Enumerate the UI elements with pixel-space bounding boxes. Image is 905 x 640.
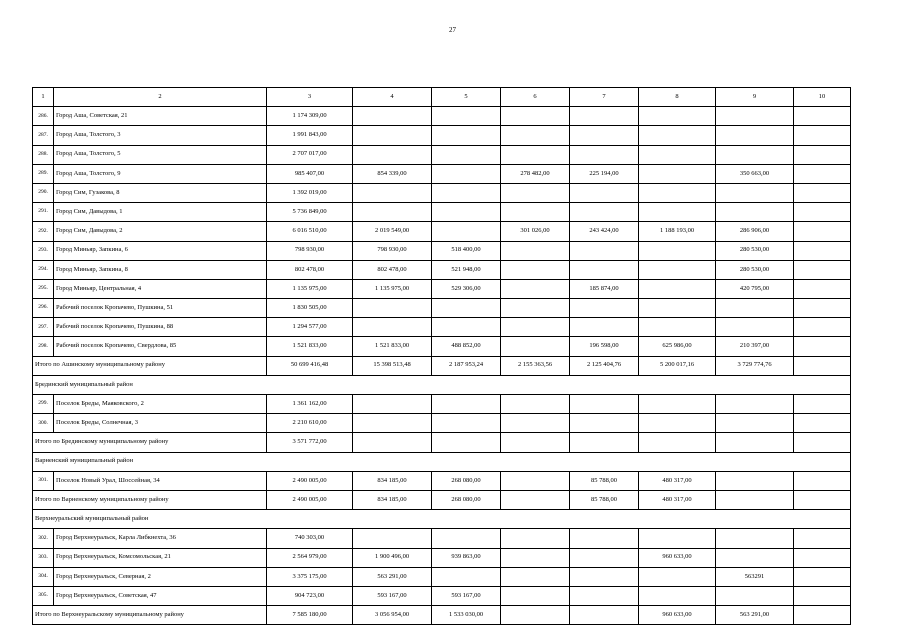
value-cell — [353, 145, 432, 164]
value-cell — [501, 433, 570, 452]
value-cell: 563 291,00 — [353, 567, 432, 586]
section-title: Брединский муниципальный район — [33, 375, 851, 394]
value-cell — [432, 164, 501, 183]
value-cell — [501, 318, 570, 337]
value-cell: 480 317,00 — [639, 471, 716, 490]
value-cell: 2 210 610,00 — [267, 414, 353, 433]
value-cell — [794, 433, 851, 452]
address-cell: Город Верхнеуральск, Карла Либкнехта, 36 — [54, 529, 267, 548]
value-cell: 1 830 505,00 — [267, 299, 353, 318]
table-row — [33, 299, 851, 318]
total-label: Итого по Брединскому муниципальному району — [33, 433, 267, 452]
value-cell — [716, 299, 794, 318]
value-cell — [639, 318, 716, 337]
table-row — [33, 183, 851, 202]
value-cell — [794, 222, 851, 241]
column-header: 2 — [54, 88, 267, 107]
value-cell — [639, 164, 716, 183]
value-cell — [570, 606, 639, 625]
row-number: 290. — [33, 183, 54, 202]
value-cell — [570, 414, 639, 433]
value-cell — [501, 145, 570, 164]
column-header: 10 — [794, 88, 851, 107]
table-row — [33, 586, 851, 605]
row-number: 300. — [33, 414, 54, 433]
value-cell: 939 863,00 — [432, 548, 501, 567]
value-cell: 2 187 953,24 — [432, 356, 501, 375]
value-cell — [501, 567, 570, 586]
value-cell — [716, 433, 794, 452]
value-cell — [432, 203, 501, 222]
value-cell — [432, 126, 501, 145]
value-cell: 6 016 510,00 — [267, 222, 353, 241]
row-number: 296. — [33, 299, 54, 318]
address-cell: Город Сим, Давыдова, 2 — [54, 222, 267, 241]
value-cell: 350 663,00 — [716, 164, 794, 183]
page-number: 27 — [449, 26, 456, 34]
address-cell: Город Миньяр, Центральная, 4 — [54, 279, 267, 298]
value-cell — [353, 183, 432, 202]
row-number: 305. — [33, 586, 54, 605]
value-cell — [353, 433, 432, 452]
value-cell — [353, 299, 432, 318]
value-cell — [639, 126, 716, 145]
value-cell: 268 080,00 — [432, 490, 501, 509]
value-cell — [716, 395, 794, 414]
value-cell — [716, 548, 794, 567]
value-cell: 802 478,00 — [267, 260, 353, 279]
value-cell: 5 200 017,16 — [639, 356, 716, 375]
value-cell — [639, 299, 716, 318]
value-cell — [501, 490, 570, 509]
value-cell — [639, 395, 716, 414]
value-cell: 1 521 833,00 — [267, 337, 353, 356]
value-cell: 798 930,00 — [353, 241, 432, 260]
value-cell — [501, 548, 570, 567]
table-row — [33, 548, 851, 567]
total-label: Итого по Верхнеуральскому муниципальному району — [33, 606, 267, 625]
value-cell — [794, 548, 851, 567]
value-cell — [794, 356, 851, 375]
value-cell — [639, 279, 716, 298]
value-cell — [353, 318, 432, 337]
address-cell: Город Аша, Толстого, 9 — [54, 164, 267, 183]
table-row — [33, 107, 851, 126]
value-cell: 1 135 975,00 — [353, 279, 432, 298]
value-cell: 488 852,00 — [432, 337, 501, 356]
column-header: 1 — [33, 88, 54, 107]
row-number: 304. — [33, 567, 54, 586]
value-cell — [639, 145, 716, 164]
address-cell: Рабочий поселок Кропачево, Пушкина, 88 — [54, 318, 267, 337]
value-cell: 301 026,00 — [501, 222, 570, 241]
value-cell — [570, 203, 639, 222]
row-number: 298. — [33, 337, 54, 356]
address-cell: Город Верхнеуральск, Советская, 47 — [54, 586, 267, 605]
table-row — [33, 395, 851, 414]
value-cell: 593 167,00 — [353, 586, 432, 605]
value-cell: 1 533 030,00 — [432, 606, 501, 625]
value-cell: 518 400,00 — [432, 241, 501, 260]
value-cell — [794, 567, 851, 586]
value-cell: 286 906,00 — [716, 222, 794, 241]
section-title: Верхнеуральский муниципальный район — [33, 510, 851, 529]
value-cell: 85 788,00 — [570, 471, 639, 490]
total-row — [33, 490, 851, 509]
value-cell: 1 188 193,00 — [639, 222, 716, 241]
address-cell: Город Миньяр, Запкина, 8 — [54, 260, 267, 279]
value-cell — [794, 414, 851, 433]
value-cell — [716, 490, 794, 509]
value-cell: 960 633,00 — [639, 606, 716, 625]
column-header: 3 — [267, 88, 353, 107]
row-number: 303. — [33, 548, 54, 567]
value-cell: 904 723,00 — [267, 586, 353, 605]
value-cell — [716, 414, 794, 433]
value-cell — [570, 567, 639, 586]
value-cell: 3 729 774,76 — [716, 356, 794, 375]
value-cell — [794, 471, 851, 490]
table-row — [33, 241, 851, 260]
value-cell — [501, 337, 570, 356]
value-cell — [353, 126, 432, 145]
row-number: 301. — [33, 471, 54, 490]
table-row — [33, 279, 851, 298]
row-number: 299. — [33, 395, 54, 414]
row-number: 302. — [33, 529, 54, 548]
value-cell: 7 585 180,00 — [267, 606, 353, 625]
total-label: Итого по Ашинскому муниципальному району — [33, 356, 267, 375]
value-cell: 2 125 404,76 — [570, 356, 639, 375]
value-cell: 1 294 577,00 — [267, 318, 353, 337]
column-header: 8 — [639, 88, 716, 107]
value-cell — [716, 586, 794, 605]
value-cell — [794, 126, 851, 145]
value-cell — [570, 529, 639, 548]
value-cell — [794, 490, 851, 509]
address-cell: Город Верхнеуральск, Комсомольская, 21 — [54, 548, 267, 567]
value-cell — [501, 299, 570, 318]
value-cell: 225 194,00 — [570, 164, 639, 183]
value-cell — [716, 126, 794, 145]
value-cell: 2 019 549,00 — [353, 222, 432, 241]
value-cell — [639, 260, 716, 279]
value-cell: 2 564 979,00 — [267, 548, 353, 567]
row-number: 286. — [33, 107, 54, 126]
column-header: 4 — [353, 88, 432, 107]
table-row — [33, 222, 851, 241]
address-cell: Город Аша, Советская, 21 — [54, 107, 267, 126]
value-cell — [501, 183, 570, 202]
value-cell — [716, 529, 794, 548]
value-cell: 280 530,00 — [716, 241, 794, 260]
value-cell: 2 707 017,00 — [267, 145, 353, 164]
value-cell — [432, 414, 501, 433]
address-cell: Город Сим, Гузакова, 8 — [54, 183, 267, 202]
row-number: 292. — [33, 222, 54, 241]
value-cell: 1 135 975,00 — [267, 279, 353, 298]
value-cell: 268 080,00 — [432, 471, 501, 490]
value-cell: 3 571 772,00 — [267, 433, 353, 452]
value-cell — [794, 183, 851, 202]
value-cell: 1 361 162,00 — [267, 395, 353, 414]
value-cell: 834 185,00 — [353, 490, 432, 509]
value-cell — [432, 529, 501, 548]
value-cell — [639, 241, 716, 260]
value-cell — [716, 471, 794, 490]
value-cell — [570, 299, 639, 318]
value-cell — [432, 567, 501, 586]
value-cell — [501, 126, 570, 145]
address-cell: Поселок Бреды, Маяковского, 2 — [54, 395, 267, 414]
value-cell: 1 174 309,00 — [267, 107, 353, 126]
row-number: 289. — [33, 164, 54, 183]
row-number: 293. — [33, 241, 54, 260]
value-cell: 1 521 833,00 — [353, 337, 432, 356]
table-row — [33, 529, 851, 548]
value-cell — [716, 107, 794, 126]
value-cell — [432, 183, 501, 202]
value-cell — [794, 586, 851, 605]
value-cell — [432, 433, 501, 452]
total-label: Итого по Варненскому муниципальному району — [33, 490, 267, 509]
value-cell — [639, 203, 716, 222]
value-cell: 1 392 019,00 — [267, 183, 353, 202]
value-cell: 854 339,00 — [353, 164, 432, 183]
value-cell — [570, 107, 639, 126]
value-cell — [716, 318, 794, 337]
table-row — [33, 471, 851, 490]
value-cell — [570, 395, 639, 414]
value-cell: 280 530,00 — [716, 260, 794, 279]
value-cell — [716, 145, 794, 164]
value-cell: 15 398 513,48 — [353, 356, 432, 375]
value-cell — [353, 203, 432, 222]
value-cell: 85 788,00 — [570, 490, 639, 509]
value-cell — [716, 203, 794, 222]
column-header: 9 — [716, 88, 794, 107]
value-cell: 3 375 175,00 — [267, 567, 353, 586]
value-cell: 243 424,00 — [570, 222, 639, 241]
value-cell — [570, 126, 639, 145]
value-cell: 5 736 849,00 — [267, 203, 353, 222]
value-cell — [570, 260, 639, 279]
column-header: 5 — [432, 88, 501, 107]
value-cell: 2 490 005,00 — [267, 471, 353, 490]
table-row — [33, 414, 851, 433]
table-row — [33, 260, 851, 279]
value-cell — [639, 107, 716, 126]
address-cell: Поселок Бреды, Солнечная, 3 — [54, 414, 267, 433]
value-cell — [501, 529, 570, 548]
value-cell — [794, 164, 851, 183]
value-cell: 798 930,00 — [267, 241, 353, 260]
value-cell — [353, 395, 432, 414]
value-cell — [639, 586, 716, 605]
column-header: 7 — [570, 88, 639, 107]
value-cell: 834 185,00 — [353, 471, 432, 490]
value-cell: 210 397,00 — [716, 337, 794, 356]
row-number: 287. — [33, 126, 54, 145]
value-cell: 196 598,00 — [570, 337, 639, 356]
header-row — [33, 88, 851, 107]
table-row — [33, 337, 851, 356]
value-cell — [794, 203, 851, 222]
value-cell: 740 303,00 — [267, 529, 353, 548]
value-cell — [794, 241, 851, 260]
value-cell — [570, 318, 639, 337]
value-cell: 1 900 496,00 — [353, 548, 432, 567]
value-cell — [570, 586, 639, 605]
table-row — [33, 318, 851, 337]
value-cell: 563291 — [716, 567, 794, 586]
value-cell — [501, 260, 570, 279]
value-cell — [794, 395, 851, 414]
value-cell — [794, 260, 851, 279]
value-cell — [639, 529, 716, 548]
value-cell: 593 167,00 — [432, 586, 501, 605]
value-cell — [794, 318, 851, 337]
address-cell: Рабочий поселок Кропачево, Свердлова, 85 — [54, 337, 267, 356]
data-table — [32, 87, 851, 625]
value-cell: 278 482,00 — [501, 164, 570, 183]
address-cell: Город Аша, Толстого, 3 — [54, 126, 267, 145]
value-cell — [794, 279, 851, 298]
value-cell — [716, 183, 794, 202]
value-cell: 50 699 416,48 — [267, 356, 353, 375]
total-row — [33, 606, 851, 625]
value-cell — [501, 471, 570, 490]
value-cell: 2 155 363,56 — [501, 356, 570, 375]
value-cell — [794, 107, 851, 126]
value-cell — [794, 337, 851, 356]
value-cell — [501, 241, 570, 260]
value-cell — [639, 433, 716, 452]
value-cell — [432, 107, 501, 126]
address-cell: Город Аша, Толстого, 5 — [54, 145, 267, 164]
section-row — [33, 510, 851, 529]
value-cell — [501, 606, 570, 625]
value-cell — [570, 183, 639, 202]
value-cell: 960 633,00 — [639, 548, 716, 567]
row-number: 291. — [33, 203, 54, 222]
section-row — [33, 452, 851, 471]
value-cell: 625 986,00 — [639, 337, 716, 356]
value-cell — [501, 203, 570, 222]
table-row — [33, 164, 851, 183]
value-cell — [639, 414, 716, 433]
value-cell — [570, 145, 639, 164]
value-cell — [639, 183, 716, 202]
value-cell: 802 478,00 — [353, 260, 432, 279]
value-cell: 1 991 843,00 — [267, 126, 353, 145]
address-cell: Город Верхнеуральск, Северная, 2 — [54, 567, 267, 586]
value-cell — [353, 107, 432, 126]
value-cell — [432, 299, 501, 318]
value-cell — [794, 299, 851, 318]
value-cell — [570, 433, 639, 452]
value-cell: 2 490 005,00 — [267, 490, 353, 509]
row-number: 288. — [33, 145, 54, 164]
address-cell: Поселок Новый Урал, Шоссейная, 34 — [54, 471, 267, 490]
value-cell — [432, 318, 501, 337]
table-row — [33, 203, 851, 222]
value-cell — [501, 395, 570, 414]
value-cell — [432, 395, 501, 414]
value-cell: 985 407,00 — [267, 164, 353, 183]
column-header: 6 — [501, 88, 570, 107]
value-cell — [501, 107, 570, 126]
value-cell — [570, 548, 639, 567]
address-cell: Город Сим, Давыдова, 1 — [54, 203, 267, 222]
row-number: 294. — [33, 260, 54, 279]
address-cell: Город Миньяр, Запкина, 6 — [54, 241, 267, 260]
value-cell — [794, 606, 851, 625]
value-cell — [353, 414, 432, 433]
address-cell: Рабочий поселок Кропачево, Пушкина, 51 — [54, 299, 267, 318]
value-cell — [501, 414, 570, 433]
value-cell — [794, 145, 851, 164]
section-row — [33, 375, 851, 394]
section-title: Варненский муниципальный район — [33, 452, 851, 471]
value-cell — [432, 222, 501, 241]
value-cell: 521 948,00 — [432, 260, 501, 279]
table-row — [33, 145, 851, 164]
value-cell — [501, 279, 570, 298]
row-number: 295. — [33, 279, 54, 298]
total-row — [33, 433, 851, 452]
value-cell: 563 291,00 — [716, 606, 794, 625]
value-cell — [639, 567, 716, 586]
row-number: 297. — [33, 318, 54, 337]
value-cell: 480 317,00 — [639, 490, 716, 509]
value-cell — [570, 241, 639, 260]
value-cell: 3 056 954,00 — [353, 606, 432, 625]
table-row — [33, 126, 851, 145]
value-cell — [501, 586, 570, 605]
value-cell: 420 795,00 — [716, 279, 794, 298]
value-cell: 185 874,00 — [570, 279, 639, 298]
value-cell — [353, 529, 432, 548]
total-row — [33, 356, 851, 375]
value-cell: 529 306,00 — [432, 279, 501, 298]
value-cell — [432, 145, 501, 164]
table-row — [33, 567, 851, 586]
value-cell — [794, 529, 851, 548]
